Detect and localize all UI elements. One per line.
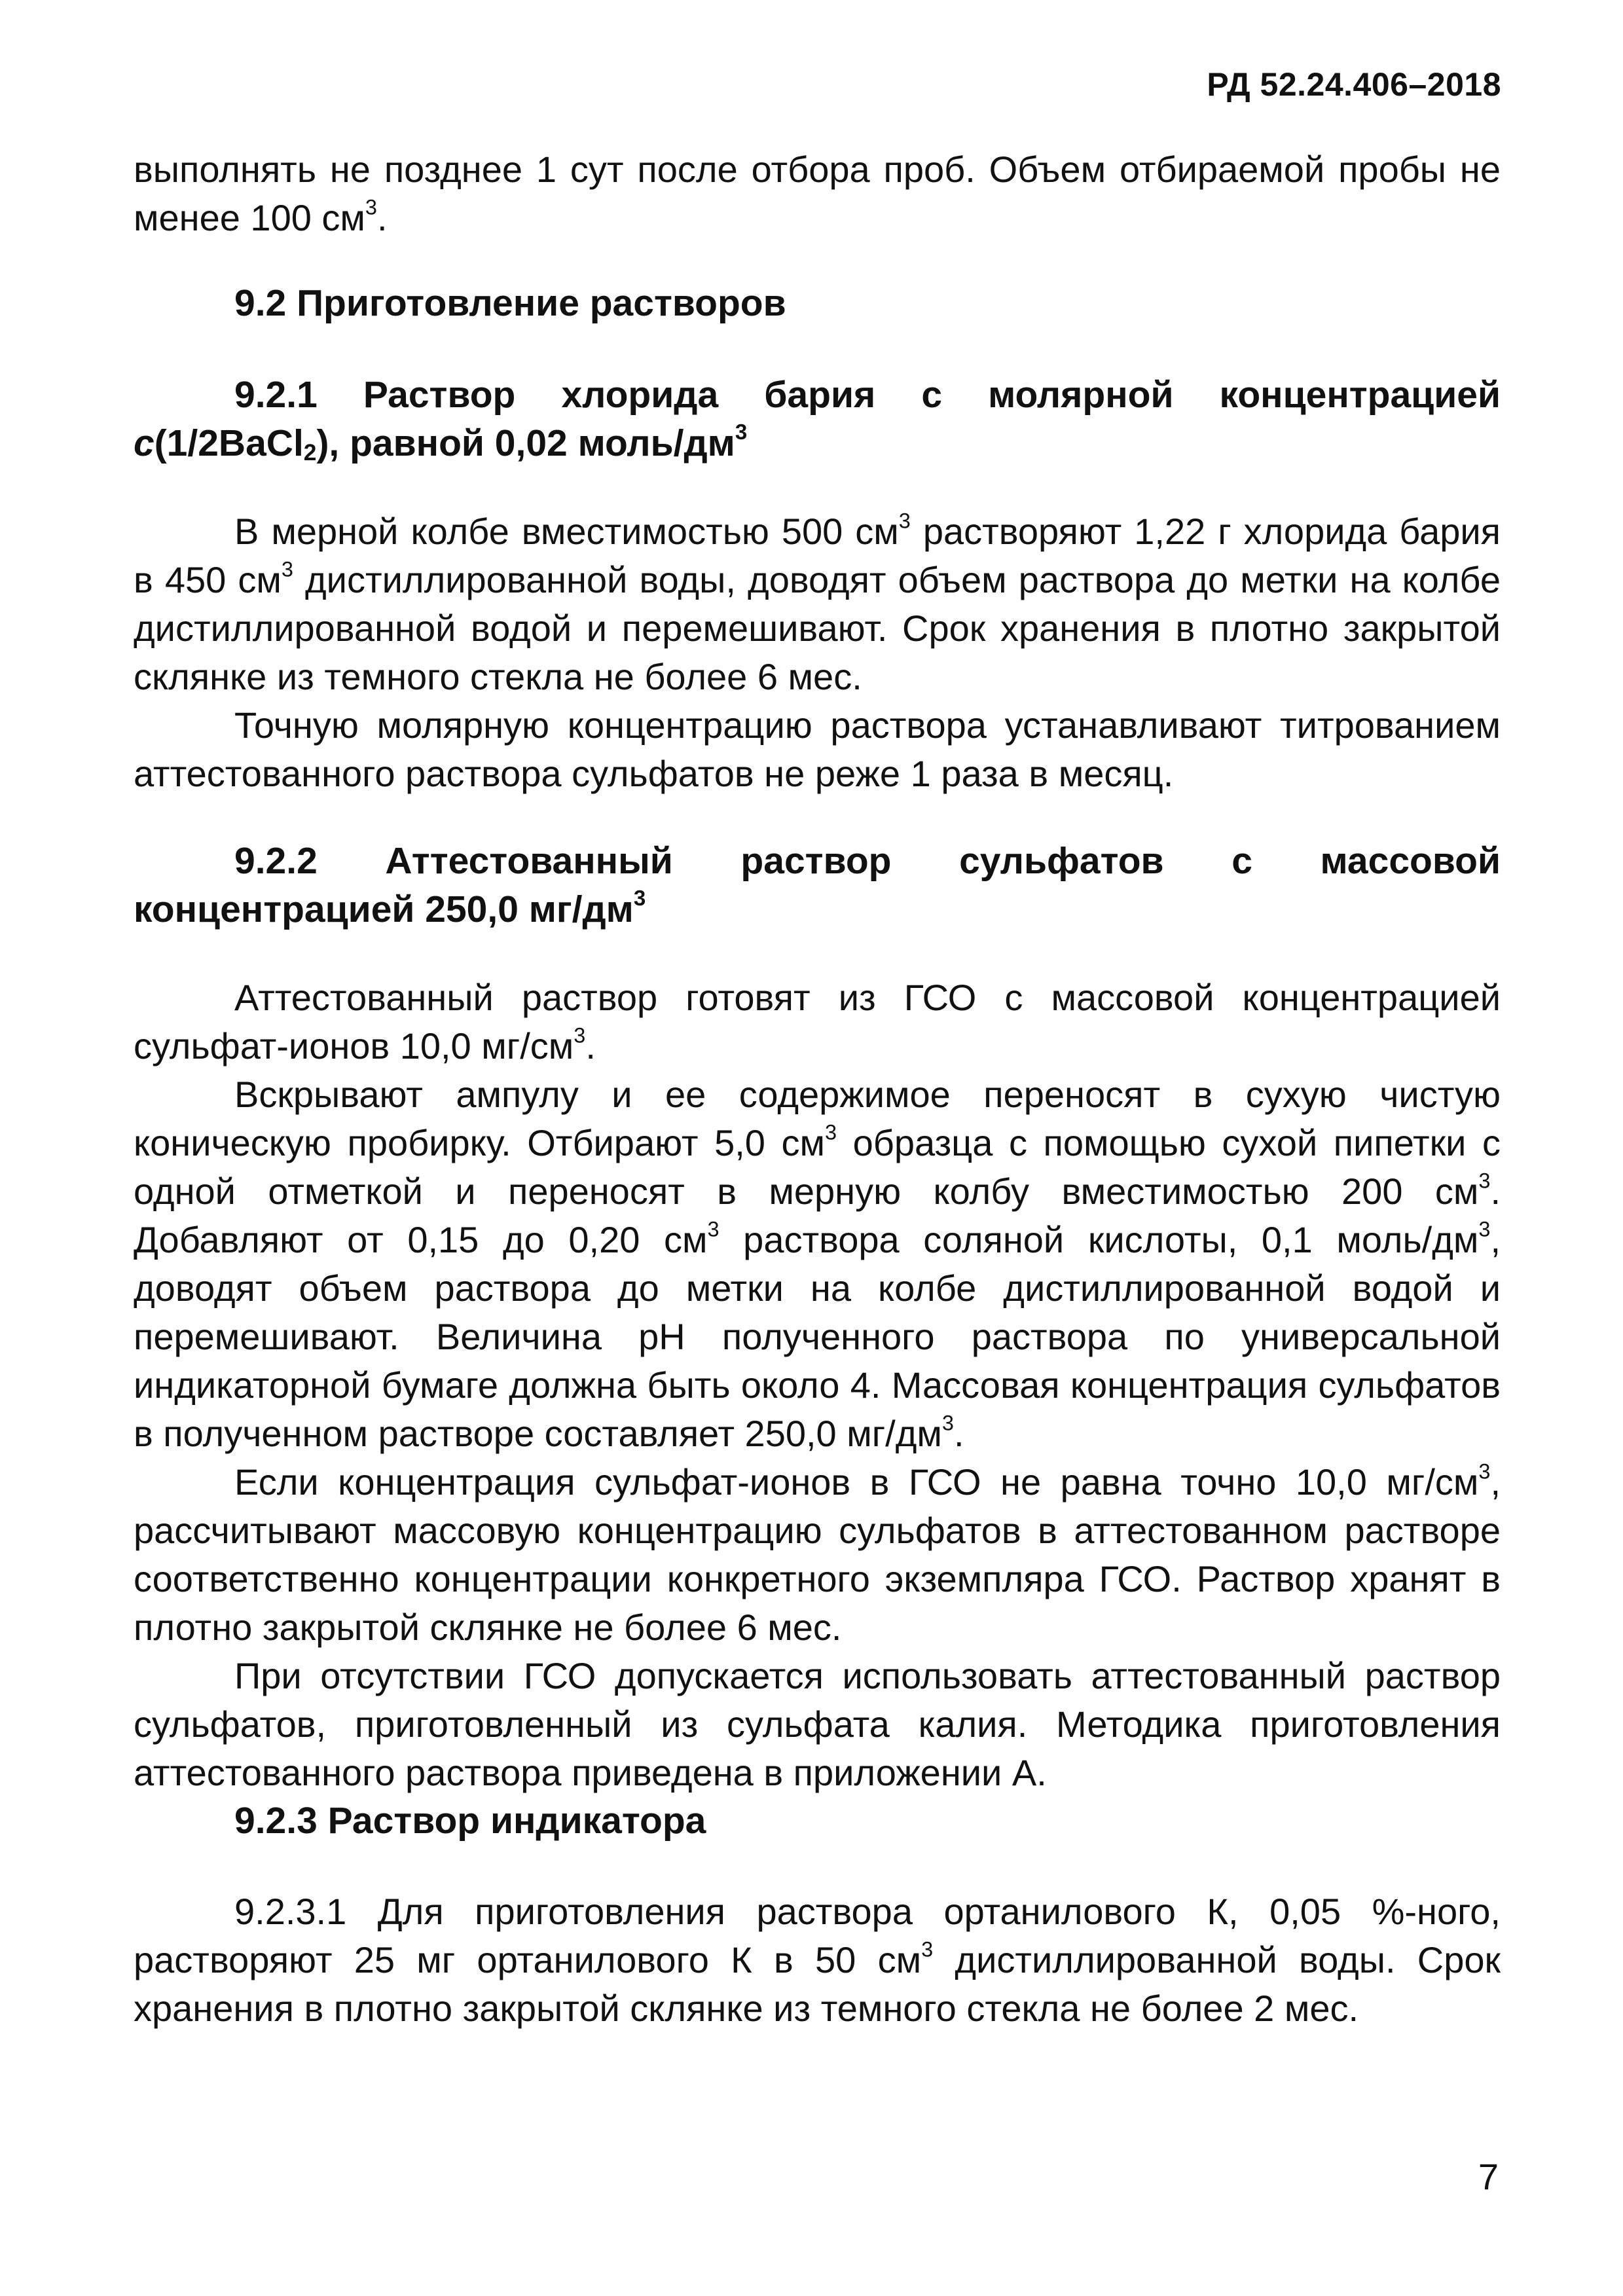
section-9-2-2-body <box>134 974 1501 1797</box>
document-code-header: РД 52.24.406–2018 <box>1207 66 1501 103</box>
intro-text: выполнять не позднее 1 сут после отбора проб. Объем отбираемой пробы не менее 100 см <box>134 149 1501 238</box>
section-heading-9-2-2: 9.2.2 Аттестованный раствор сульфатов с массовой концентрацией 250,0 $мг/дм^3$ <box>134 840 1501 930</box>
section-heading-9-2-1: 9.2.1 Раствор хлорида бария с молярной концентрацией c(1/2BaCl$_2$), равной 0,02 моль/$дм^3$ <box>134 374 1501 466</box>
section-heading-9-2: 9.2 Приготовление растворов <box>234 282 786 324</box>
paragraph: Аттестованный раствор готовят из ГСО с массовой концентрацией сульфат-ионов 10,0 $мг/см^3$. <box>134 977 1501 1066</box>
paragraph: Вскрывают ампулу и ее содержимое переносят в сухую чистую коническую пробирку. Отбирают 5,0 $см^3$ образца с помощью сухой пипетки с одной отметкой и переносят в мерную колбу вместимостью 200 $см^3$. Добавляют от 0,15 до 0,20 $см^3$ раствора соляной кислоты, 0,1 моль/$дм^3$, доводят объем раствора до метки на колбе дистиллированной водой и перемешивают. Величина pH полученного раствора по универсальной индикаторной бумаге должна быть около 4. Массовая концентрация сульфатов в полученном растворе составляет 250,0 $мг/дм^3$. <box>134 1074 1501 1454</box>
intro-text-end: . <box>376 197 388 238</box>
superscript: 3 <box>365 195 377 219</box>
section-heading-9-2-3: 9.2.3 Раствор индикатора <box>234 1800 706 1842</box>
paragraph: В мерной колбе вместимостью 500 $см^3$ растворяют 1,22 г хлорида бария в 450 $см^3$ дистиллированной воды, доводят объем раствора до метки на колбе дистиллированной водой и перемешивают. Срок хранения в плотно закрытой склянке из темного стекла не более 6 мес. <box>134 509 1501 697</box>
intro-paragraph <box>134 145 1501 242</box>
paragraph: При отсутствии ГСО допускается использовать аттестованный раствор сульфатов, приготовленный из сульфата калия. Методика приготовления аттестованного раствора приведена в приложении А. <box>134 1655 1501 1793</box>
section-9-2-3-body <box>134 1887 1501 2033</box>
section-9-2-1-body <box>134 507 1501 798</box>
paragraph: 9.2.3.1 Для приготовления раствора ортанилового К, 0,05 %-ного, растворяют 25 мг ортанилового К в 50 $см^3$ дистиллированной воды. Срок хранения в плотно закрытой склянке из темного стекла не более 2 мес. <box>134 1891 1501 2029</box>
paragraph: Точную молярную концентрацию раствора устанавливают титрованием аттестованного раствора сульфатов не реже 1 раза в месяц. <box>134 704 1501 794</box>
paragraph: Если концентрация сульфат-ионов в ГСО не равна точно 10,0 $мг/см^3$, рассчитывают массовую концентрацию сульфатов в аттестованном растворе соответственно концентрации конкретного экземпляра ГСО. Раствор хранят в плотно закрытой склянке не более 6 мес. <box>134 1459 1501 1648</box>
page-number: 7 <box>1478 2156 1499 2197</box>
